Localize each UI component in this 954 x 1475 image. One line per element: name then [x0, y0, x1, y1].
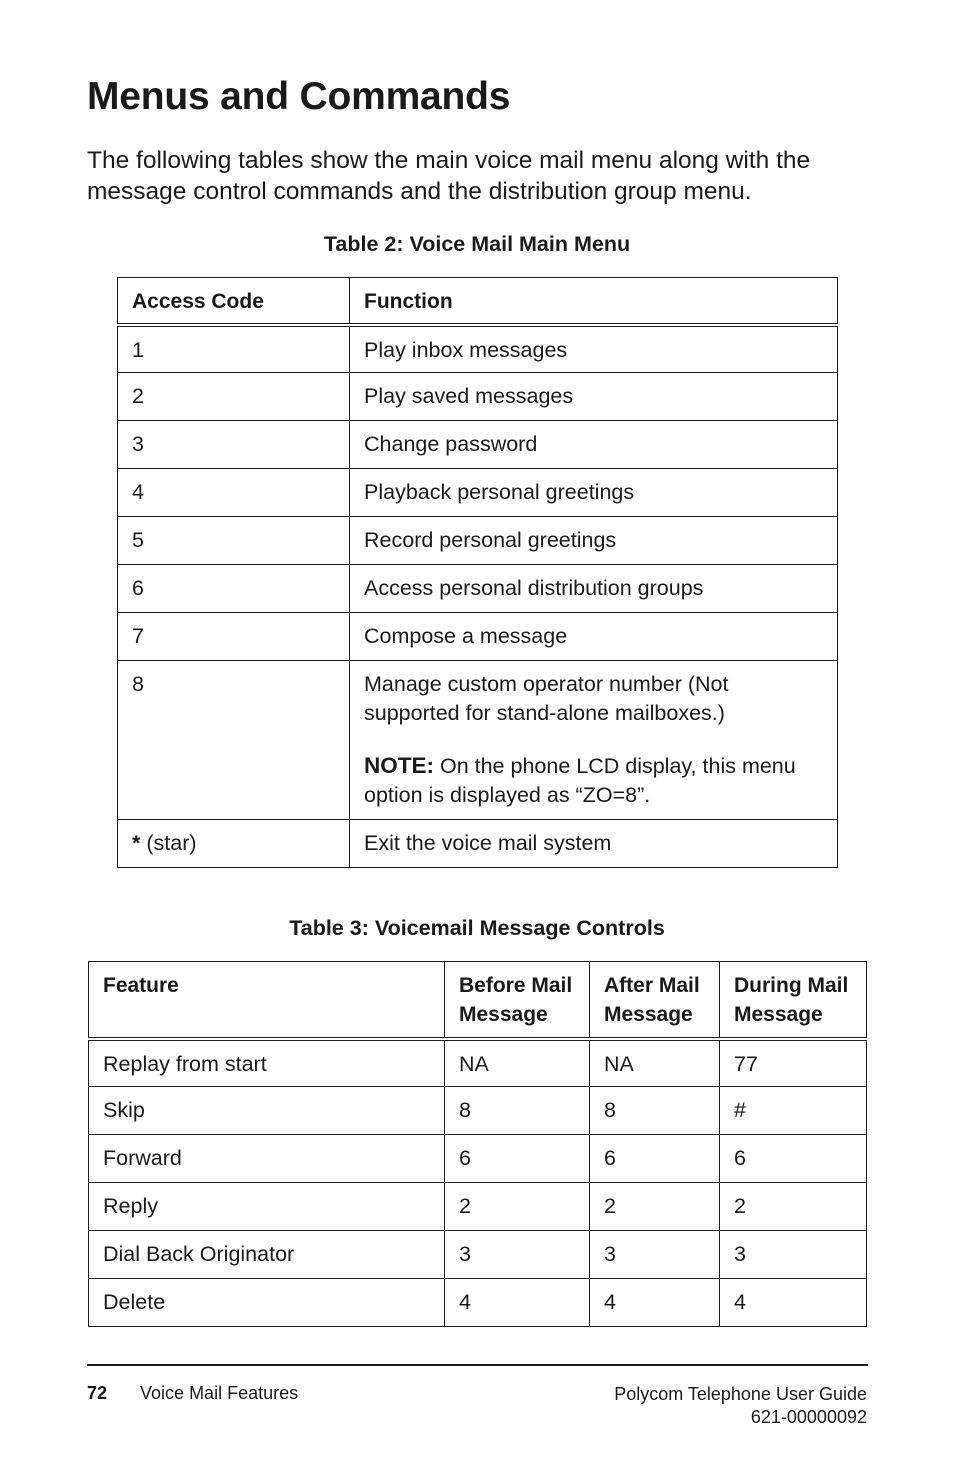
table-row — [118, 613, 838, 661]
table-row — [118, 325, 838, 373]
access-code-cell: 5 — [118, 517, 350, 565]
table-row — [118, 469, 838, 517]
footer-doc-number: 621-00000092 — [750, 1407, 867, 1427]
feature-cell: Dial Back Originator — [89, 1231, 445, 1279]
feature-cell: Forward — [89, 1135, 445, 1183]
during-mail-cell: 6 — [720, 1135, 867, 1183]
intro-paragraph: The following tables show the main voice mail menu along with the message control commands and the distribution group menu. — [87, 147, 811, 205]
access-code-cell: 7 — [118, 613, 350, 661]
footer-left — [87, 1383, 298, 1404]
before-mail-cell: 6 — [445, 1135, 590, 1183]
function-cell: Record personal greetings — [350, 517, 838, 565]
table-row — [118, 517, 838, 565]
column-header-feature: Feature — [89, 962, 445, 1039]
page-number: 72 — [87, 1383, 108, 1403]
column-header-during-mail: During Mail Message — [720, 962, 867, 1039]
footer-right — [614, 1383, 867, 1429]
table-row — [118, 421, 838, 469]
function-cell: Exit the voice mail system — [350, 820, 838, 868]
function-cell: Compose a message — [350, 613, 838, 661]
access-code-cell: 2 — [118, 373, 350, 421]
table-header-row — [89, 962, 867, 1039]
function-cell: Change password — [350, 421, 838, 469]
after-mail-cell: 6 — [590, 1135, 720, 1183]
before-mail-cell: 4 — [445, 1279, 590, 1327]
after-mail-cell: 4 — [590, 1279, 720, 1327]
feature-cell: Skip — [89, 1087, 445, 1135]
during-mail-cell: 77 — [720, 1039, 867, 1087]
star-symbol: * — [132, 831, 141, 855]
function-cell: Play saved messages — [350, 373, 838, 421]
table-row — [89, 1087, 867, 1135]
feature-cell: Reply — [89, 1183, 445, 1231]
access-code-cell: 6 — [118, 565, 350, 613]
table-row — [89, 1039, 867, 1087]
access-code-cell: 3 — [118, 421, 350, 469]
voicemail-message-controls-table — [88, 961, 867, 1327]
during-mail-cell: # — [720, 1087, 867, 1135]
access-code-cell — [118, 820, 350, 868]
note-text: On the phone LCD display, this menu option is displayed as “ZO=8”. — [364, 754, 796, 807]
function-cell — [350, 661, 838, 820]
table-row — [89, 1183, 867, 1231]
table-row — [118, 820, 838, 868]
table-row — [118, 373, 838, 421]
before-mail-cell: 3 — [445, 1231, 590, 1279]
feature-cell: Delete — [89, 1279, 445, 1327]
during-mail-cell: 4 — [720, 1279, 867, 1327]
table-row — [89, 1279, 867, 1327]
before-mail-cell: 8 — [445, 1087, 590, 1135]
before-mail-cell: 2 — [445, 1183, 590, 1231]
table2-caption: Table 2: Voice Mail Main Menu — [323, 232, 631, 256]
after-mail-cell: 2 — [590, 1183, 720, 1231]
star-label: (star) — [140, 831, 197, 855]
access-code-cell: 1 — [118, 325, 350, 373]
table-header-row — [118, 278, 838, 325]
access-code-cell: 8 — [118, 661, 350, 820]
column-header-access-code: Access Code — [118, 278, 350, 325]
note-label: NOTE: — [364, 753, 434, 778]
table-row — [89, 1135, 867, 1183]
function-cell: Playback personal greetings — [350, 469, 838, 517]
footer-doc-title: Polycom Telephone User Guide — [614, 1384, 867, 1404]
table3-caption: Table 3: Voicemail Message Controls — [289, 916, 665, 940]
function-text: Manage custom operator number (Not supported for stand-alone mailboxes.) — [364, 672, 729, 725]
footer-section: Voice Mail Features — [140, 1383, 299, 1403]
footer-divider — [87, 1364, 868, 1366]
table-row — [118, 565, 838, 613]
during-mail-cell: 2 — [720, 1183, 867, 1231]
function-cell: Access personal distribution groups — [350, 565, 838, 613]
column-header-function: Function — [350, 278, 838, 325]
column-header-after-mail: After Mail Message — [590, 962, 720, 1039]
column-header-before-mail: Before Mail Message — [445, 962, 590, 1039]
before-mail-cell: NA — [445, 1039, 590, 1087]
function-cell: Play inbox messages — [350, 325, 838, 373]
page-title: Menus and Commands — [87, 75, 511, 118]
table-row — [89, 1231, 867, 1279]
after-mail-cell: NA — [590, 1039, 720, 1087]
voice-mail-main-menu-table — [117, 277, 838, 868]
note-paragraph — [364, 751, 823, 810]
table-row — [118, 661, 838, 820]
during-mail-cell: 3 — [720, 1231, 867, 1279]
access-code-cell: 4 — [118, 469, 350, 517]
after-mail-cell: 3 — [590, 1231, 720, 1279]
after-mail-cell: 8 — [590, 1087, 720, 1135]
feature-cell: Replay from start — [89, 1039, 445, 1087]
